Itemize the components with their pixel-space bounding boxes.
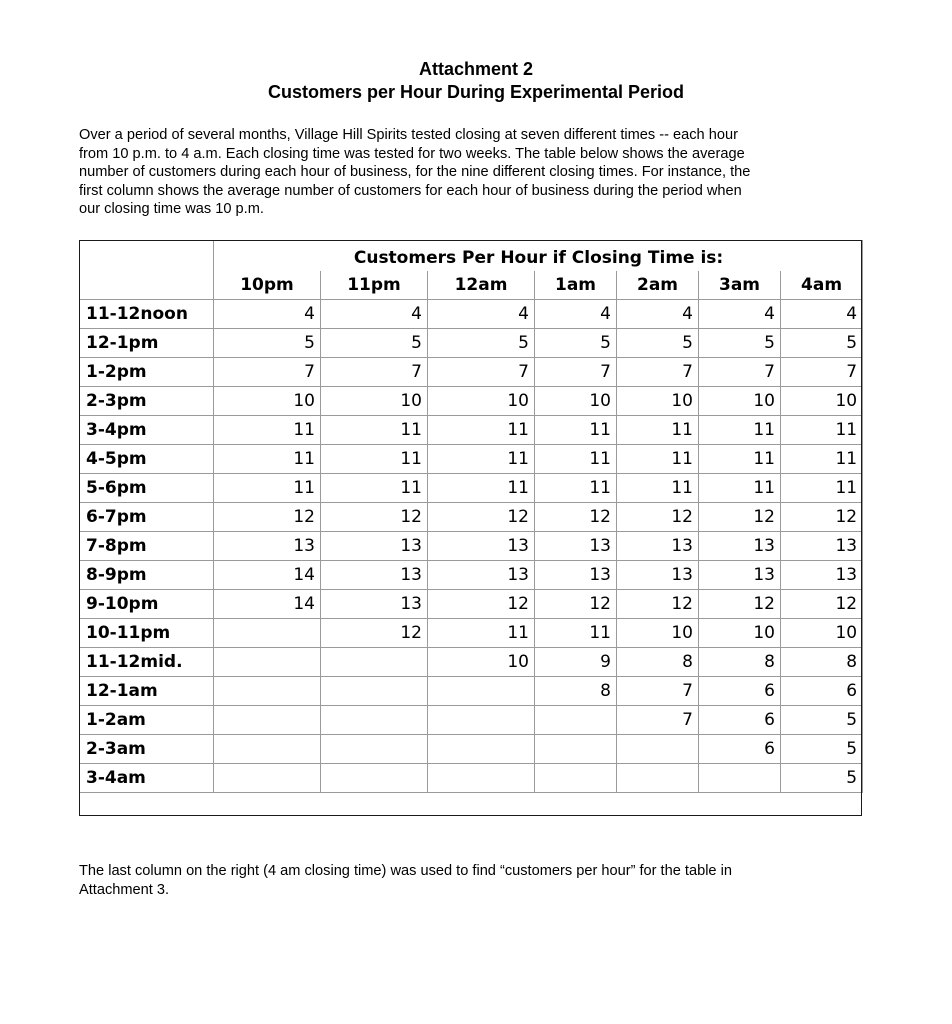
value-cell: 11 bbox=[535, 445, 617, 474]
row-label: 6-7pm bbox=[80, 503, 214, 532]
value-cell: 5 bbox=[428, 329, 535, 358]
value-cell: 12 bbox=[699, 503, 781, 532]
table-row bbox=[80, 387, 863, 416]
row-label: 12-1am bbox=[80, 677, 214, 706]
value-cell: 13 bbox=[781, 561, 863, 590]
value-cell: 13 bbox=[535, 561, 617, 590]
value-cell: 11 bbox=[781, 445, 863, 474]
value-cell bbox=[617, 735, 699, 764]
value-cell: 5 bbox=[321, 329, 428, 358]
value-cell: 8 bbox=[781, 648, 863, 677]
value-cell: 4 bbox=[617, 300, 699, 329]
super-header-row bbox=[80, 241, 863, 271]
value-cell: 13 bbox=[321, 561, 428, 590]
table-row bbox=[80, 503, 863, 532]
value-cell: 11 bbox=[617, 416, 699, 445]
document-title: Attachment 2 bbox=[418, 59, 534, 79]
value-cell: 5 bbox=[781, 735, 863, 764]
table-row bbox=[80, 358, 863, 387]
super-header: Customers Per Hour if Closing Time is: bbox=[214, 241, 863, 271]
intro-line: first column shows the average number of customers for each hour of business during the period when bbox=[79, 182, 742, 199]
row-label: 7-8pm bbox=[80, 532, 214, 561]
value-cell: 11 bbox=[321, 445, 428, 474]
value-cell bbox=[699, 764, 781, 793]
value-cell: 5 bbox=[214, 329, 321, 358]
value-cell: 13 bbox=[617, 561, 699, 590]
row-label: 2-3pm bbox=[80, 387, 214, 416]
value-cell: 9 bbox=[535, 648, 617, 677]
value-cell: 11 bbox=[535, 474, 617, 503]
row-label: 3-4pm bbox=[80, 416, 214, 445]
value-cell bbox=[321, 677, 428, 706]
table-row bbox=[80, 561, 863, 590]
value-cell: 12 bbox=[617, 503, 699, 532]
value-cell: 12 bbox=[699, 590, 781, 619]
row-label: 11-12noon bbox=[80, 300, 214, 329]
value-cell: 8 bbox=[535, 677, 617, 706]
value-cell: 7 bbox=[781, 358, 863, 387]
row-label: 5-6pm bbox=[80, 474, 214, 503]
table-row bbox=[80, 416, 863, 445]
value-cell: 10 bbox=[428, 648, 535, 677]
customers-per-hour-table bbox=[79, 240, 863, 793]
table-row bbox=[80, 300, 863, 329]
row-label: 9-10pm bbox=[80, 590, 214, 619]
value-cell: 12 bbox=[617, 590, 699, 619]
value-cell bbox=[428, 764, 535, 793]
value-cell: 5 bbox=[781, 329, 863, 358]
value-cell: 12 bbox=[214, 503, 321, 532]
value-cell bbox=[321, 735, 428, 764]
value-cell bbox=[214, 735, 321, 764]
value-cell: 4 bbox=[214, 300, 321, 329]
value-cell: 12 bbox=[535, 590, 617, 619]
intro-line: number of customers during each hour of business, for the nine different closing times. For instance, the bbox=[79, 164, 751, 180]
value-cell: 13 bbox=[321, 532, 428, 561]
intro-line: Over a period of several months, Village Hill Spirits tested closing at seven different times -- each hour bbox=[79, 127, 738, 143]
row-label: 11-12mid. bbox=[80, 648, 214, 677]
value-cell bbox=[428, 706, 535, 735]
table-row bbox=[80, 445, 863, 474]
value-cell: 14 bbox=[214, 590, 321, 619]
value-cell: 11 bbox=[781, 474, 863, 503]
row-label: 1-2pm bbox=[80, 358, 214, 387]
value-cell: 5 bbox=[535, 329, 617, 358]
intro-line: our closing time was 10 p.m. bbox=[79, 201, 264, 217]
row-label: 8-9pm bbox=[80, 561, 214, 590]
value-cell: 13 bbox=[428, 561, 535, 590]
value-cell bbox=[535, 706, 617, 735]
value-cell: 6 bbox=[699, 677, 781, 706]
value-cell: 12 bbox=[428, 503, 535, 532]
value-cell: 11 bbox=[699, 474, 781, 503]
table-row bbox=[80, 677, 863, 706]
value-cell: 7 bbox=[699, 358, 781, 387]
value-cell bbox=[535, 764, 617, 793]
header-corner-cell bbox=[80, 241, 214, 300]
value-cell bbox=[428, 735, 535, 764]
footer-paragraph bbox=[79, 862, 869, 899]
value-cell: 12 bbox=[321, 619, 428, 648]
value-cell: 5 bbox=[781, 764, 863, 793]
value-cell: 11 bbox=[699, 416, 781, 445]
table-row bbox=[80, 590, 863, 619]
value-cell: 12 bbox=[428, 590, 535, 619]
value-cell: 10 bbox=[617, 619, 699, 648]
value-cell: 10 bbox=[699, 387, 781, 416]
value-cell: 11 bbox=[428, 445, 535, 474]
value-cell: 7 bbox=[617, 358, 699, 387]
value-cell: 12 bbox=[535, 503, 617, 532]
value-cell: 13 bbox=[535, 532, 617, 561]
table-header bbox=[80, 241, 863, 300]
value-cell: 7 bbox=[428, 358, 535, 387]
column-header-1am: 1am bbox=[535, 271, 617, 300]
column-header-4am: 4am bbox=[781, 271, 863, 300]
value-cell bbox=[617, 764, 699, 793]
column-header-2am: 2am bbox=[617, 271, 699, 300]
value-cell: 11 bbox=[214, 416, 321, 445]
value-cell: 13 bbox=[321, 590, 428, 619]
column-header-10pm: 10pm bbox=[214, 271, 321, 300]
value-cell bbox=[214, 648, 321, 677]
value-cell bbox=[428, 677, 535, 706]
value-cell: 4 bbox=[781, 300, 863, 329]
value-cell: 5 bbox=[617, 329, 699, 358]
value-cell bbox=[321, 764, 428, 793]
value-cell: 4 bbox=[428, 300, 535, 329]
value-cell bbox=[535, 735, 617, 764]
table-row bbox=[80, 706, 863, 735]
value-cell: 7 bbox=[617, 706, 699, 735]
row-label: 10-11pm bbox=[80, 619, 214, 648]
value-cell: 10 bbox=[781, 387, 863, 416]
value-cell: 12 bbox=[781, 503, 863, 532]
value-cell: 8 bbox=[699, 648, 781, 677]
row-label: 4-5pm bbox=[80, 445, 214, 474]
table-row bbox=[80, 329, 863, 358]
value-cell: 13 bbox=[699, 532, 781, 561]
value-cell: 10 bbox=[617, 387, 699, 416]
value-cell: 11 bbox=[617, 474, 699, 503]
intro-paragraph bbox=[79, 126, 869, 219]
value-cell: 7 bbox=[535, 358, 617, 387]
row-label: 12-1pm bbox=[80, 329, 214, 358]
table-row bbox=[80, 735, 863, 764]
value-cell bbox=[321, 648, 428, 677]
value-cell: 13 bbox=[428, 532, 535, 561]
table-row bbox=[80, 648, 863, 677]
value-cell: 4 bbox=[699, 300, 781, 329]
footer-line: The last column on the right (4 am closing time) was used to find “customers per hour” for the table in bbox=[79, 863, 732, 879]
value-cell: 11 bbox=[214, 474, 321, 503]
value-cell: 13 bbox=[617, 532, 699, 561]
value-cell: 6 bbox=[699, 706, 781, 735]
value-cell: 5 bbox=[781, 706, 863, 735]
value-cell: 10 bbox=[781, 619, 863, 648]
value-cell: 12 bbox=[781, 590, 863, 619]
document-subtitle: Customers per Hour During Experimental Period bbox=[267, 82, 685, 102]
value-cell: 11 bbox=[699, 445, 781, 474]
value-cell: 11 bbox=[321, 474, 428, 503]
row-label: 2-3am bbox=[80, 735, 214, 764]
value-cell: 4 bbox=[321, 300, 428, 329]
value-cell: 11 bbox=[428, 474, 535, 503]
row-label: 3-4am bbox=[80, 764, 214, 793]
value-cell: 6 bbox=[699, 735, 781, 764]
value-cell: 7 bbox=[214, 358, 321, 387]
value-cell: 5 bbox=[699, 329, 781, 358]
value-cell bbox=[214, 619, 321, 648]
table-body bbox=[80, 300, 863, 793]
value-cell: 11 bbox=[428, 416, 535, 445]
footer-line: Attachment 3. bbox=[79, 881, 170, 898]
value-cell: 6 bbox=[781, 677, 863, 706]
value-cell bbox=[321, 706, 428, 735]
value-cell: 12 bbox=[321, 503, 428, 532]
value-cell: 11 bbox=[535, 619, 617, 648]
value-cell: 8 bbox=[617, 648, 699, 677]
value-cell: 11 bbox=[321, 416, 428, 445]
value-cell: 10 bbox=[321, 387, 428, 416]
value-cell: 11 bbox=[781, 416, 863, 445]
row-label: 1-2am bbox=[80, 706, 214, 735]
column-header-11pm: 11pm bbox=[321, 271, 428, 300]
table-row bbox=[80, 474, 863, 503]
value-cell: 13 bbox=[214, 532, 321, 561]
value-cell: 7 bbox=[321, 358, 428, 387]
value-cell: 11 bbox=[214, 445, 321, 474]
intro-line: from 10 p.m. to 4 a.m. Each closing time was tested for two weeks. The table below shows the average bbox=[79, 145, 745, 162]
value-cell: 13 bbox=[781, 532, 863, 561]
value-cell: 14 bbox=[214, 561, 321, 590]
table-row bbox=[80, 532, 863, 561]
value-cell: 7 bbox=[617, 677, 699, 706]
value-cell: 10 bbox=[535, 387, 617, 416]
value-cell: 4 bbox=[535, 300, 617, 329]
value-cell: 11 bbox=[428, 619, 535, 648]
column-header-3am: 3am bbox=[699, 271, 781, 300]
column-header-12am: 12am bbox=[428, 271, 535, 300]
value-cell: 13 bbox=[699, 561, 781, 590]
value-cell: 10 bbox=[214, 387, 321, 416]
value-cell: 11 bbox=[535, 416, 617, 445]
value-cell: 10 bbox=[428, 387, 535, 416]
value-cell bbox=[214, 706, 321, 735]
table-row bbox=[80, 764, 863, 793]
value-cell bbox=[214, 677, 321, 706]
value-cell: 11 bbox=[617, 445, 699, 474]
value-cell bbox=[214, 764, 321, 793]
value-cell: 10 bbox=[699, 619, 781, 648]
table-row bbox=[80, 619, 863, 648]
